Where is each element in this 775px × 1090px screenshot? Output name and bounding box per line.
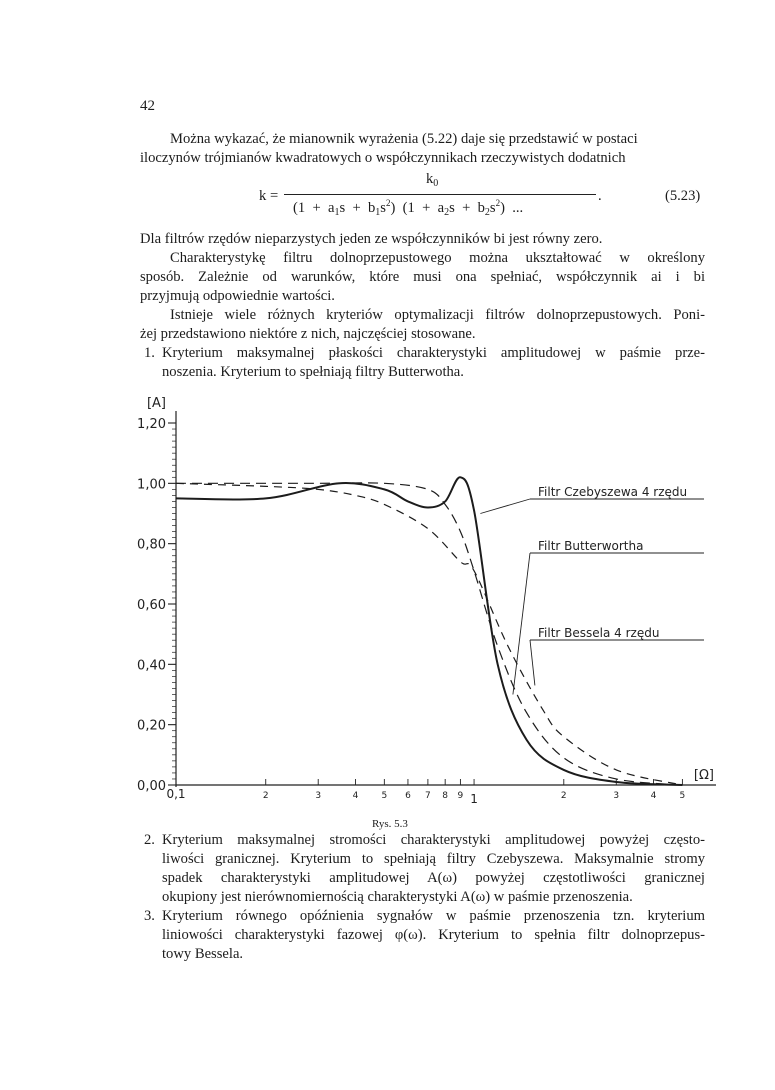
x-tick-label: 4: [650, 791, 657, 801]
x-tick-label: 8: [442, 791, 449, 801]
para1: Dla filtrów rzędów nieparzystych jeden ze współczynników bi jest równy zero.: [140, 231, 603, 247]
formula-lhs: k =: [259, 188, 279, 204]
y-tick-label: 0,60: [137, 598, 166, 613]
leader-line: [480, 499, 530, 514]
y-tick-label: 0,20: [137, 718, 166, 734]
formula-trailing: .: [598, 188, 602, 204]
x-axis-label: [Ω]: [693, 768, 714, 783]
filter-response-chart: [120, 395, 720, 815]
x-tick-label: 3: [315, 791, 322, 801]
para3-line-1: Istnieje wiele różnych kryteriów optymalizacji filtrów dolnoprzepustowych. Poni-: [170, 307, 705, 323]
x-tick-label: 0,1: [166, 787, 186, 801]
x-tick-label: 5: [679, 791, 686, 801]
list-3-line-2: liniowości charakterystyki fazowej φ(ω). Kryterium to spełnia filtr dolnoprzepus-: [162, 927, 705, 943]
x-tick-label: 3: [613, 791, 620, 801]
list-2-line-3: spadek charakterystyki amplitudowej A(ω) powyżej częstotliwości granicznej: [162, 870, 705, 886]
formula-denominator: $(1 + a_1s + b_1s^2)$ $(1 + a_2s + b_2s^2)$ ...: [293, 198, 524, 218]
para2-line-3: przyjmują odpowiednie wartości.: [140, 288, 335, 304]
formula-number: (5.23): [665, 188, 701, 204]
list-2-line-2: liwości granicznej. Kryterium to spełniają filtry Czebyszewa. Maksymalnie stromy: [162, 851, 705, 867]
label-butterworth: Filtr Butterwortha: [538, 539, 644, 553]
y-tick-label: 1,20: [137, 417, 166, 432]
chart-axes: [137, 396, 716, 806]
para3-line-2: żej przedstawiono niektóre z nich, najczęściej stosowane.: [140, 326, 476, 342]
x-tick-label: 2: [560, 791, 567, 801]
chart-annotations: [480, 485, 704, 695]
x-tick-label: 4: [352, 791, 359, 801]
list-1-number: 1.: [144, 345, 155, 361]
list-2-number: 2.: [144, 832, 155, 848]
y-axis-label: [A]: [146, 396, 166, 411]
x-tick-label: 5: [381, 791, 388, 801]
label-chebyshev: Filtr Czebyszewa 4 rzędu: [538, 485, 688, 499]
y-tick-label: 0,40: [137, 658, 166, 674]
x-tick-label: 9: [457, 791, 464, 801]
formula-numerator: $k_0$: [426, 171, 439, 189]
list-1-line-1: Kryterium maksymalnej płaskości charakterystyki amplitudowej w paśmie prze-: [162, 345, 705, 361]
fraction-bar: [284, 194, 596, 195]
para2-line-1: Charakterystykę filtru dolnoprzepustowego można ukształtować w określony: [170, 250, 705, 266]
list-3-number: 3.: [144, 908, 155, 924]
list-1-line-2: noszenia. Kryterium to spełniają filtry Butterwotha.: [162, 364, 464, 380]
x-tick-label: 6: [405, 791, 411, 801]
intro-line-2: iloczynów trójmianów kwadratowych o współczynnikach rzeczywistych dodatnich: [140, 150, 626, 166]
leader-line: [530, 640, 535, 685]
intro-line-1: Można wykazać, że mianownik wyrażenia (5.22) daje się przedstawić w postaci: [170, 131, 638, 147]
x-tick-label: 7: [425, 791, 431, 801]
label-bessel: Filtr Bessela 4 rzędu: [538, 626, 660, 640]
list-2-line-4: okupiony jest nierównomiernością charakterystyki A(ω) w paśmie przenoszenia.: [162, 889, 633, 905]
y-tick-label: 0,00: [137, 779, 166, 794]
y-tick-label: 0,80: [137, 537, 166, 553]
list-2-line-1: Kryterium maksymalnej stromości charakterystyki amplitudowej powyżej często-: [162, 832, 705, 848]
list-3-line-1: Kryterium równego opóźnienia sygnałów w paśmie przenoszenia tzn. kryterium: [162, 908, 705, 924]
figure-caption: Rys. 5.3: [372, 818, 408, 830]
page-number: 42: [140, 98, 155, 114]
y-tick-label: 1,00: [137, 477, 166, 493]
x-tick-label: 2: [262, 791, 269, 801]
list-3-line-3: towy Bessela.: [162, 946, 244, 962]
para2-line-2: sposób. Zależnie od warunków, które musi ona spełniać, współczynnik ai i bi: [140, 269, 705, 285]
x-tick-label: 1: [470, 792, 478, 806]
